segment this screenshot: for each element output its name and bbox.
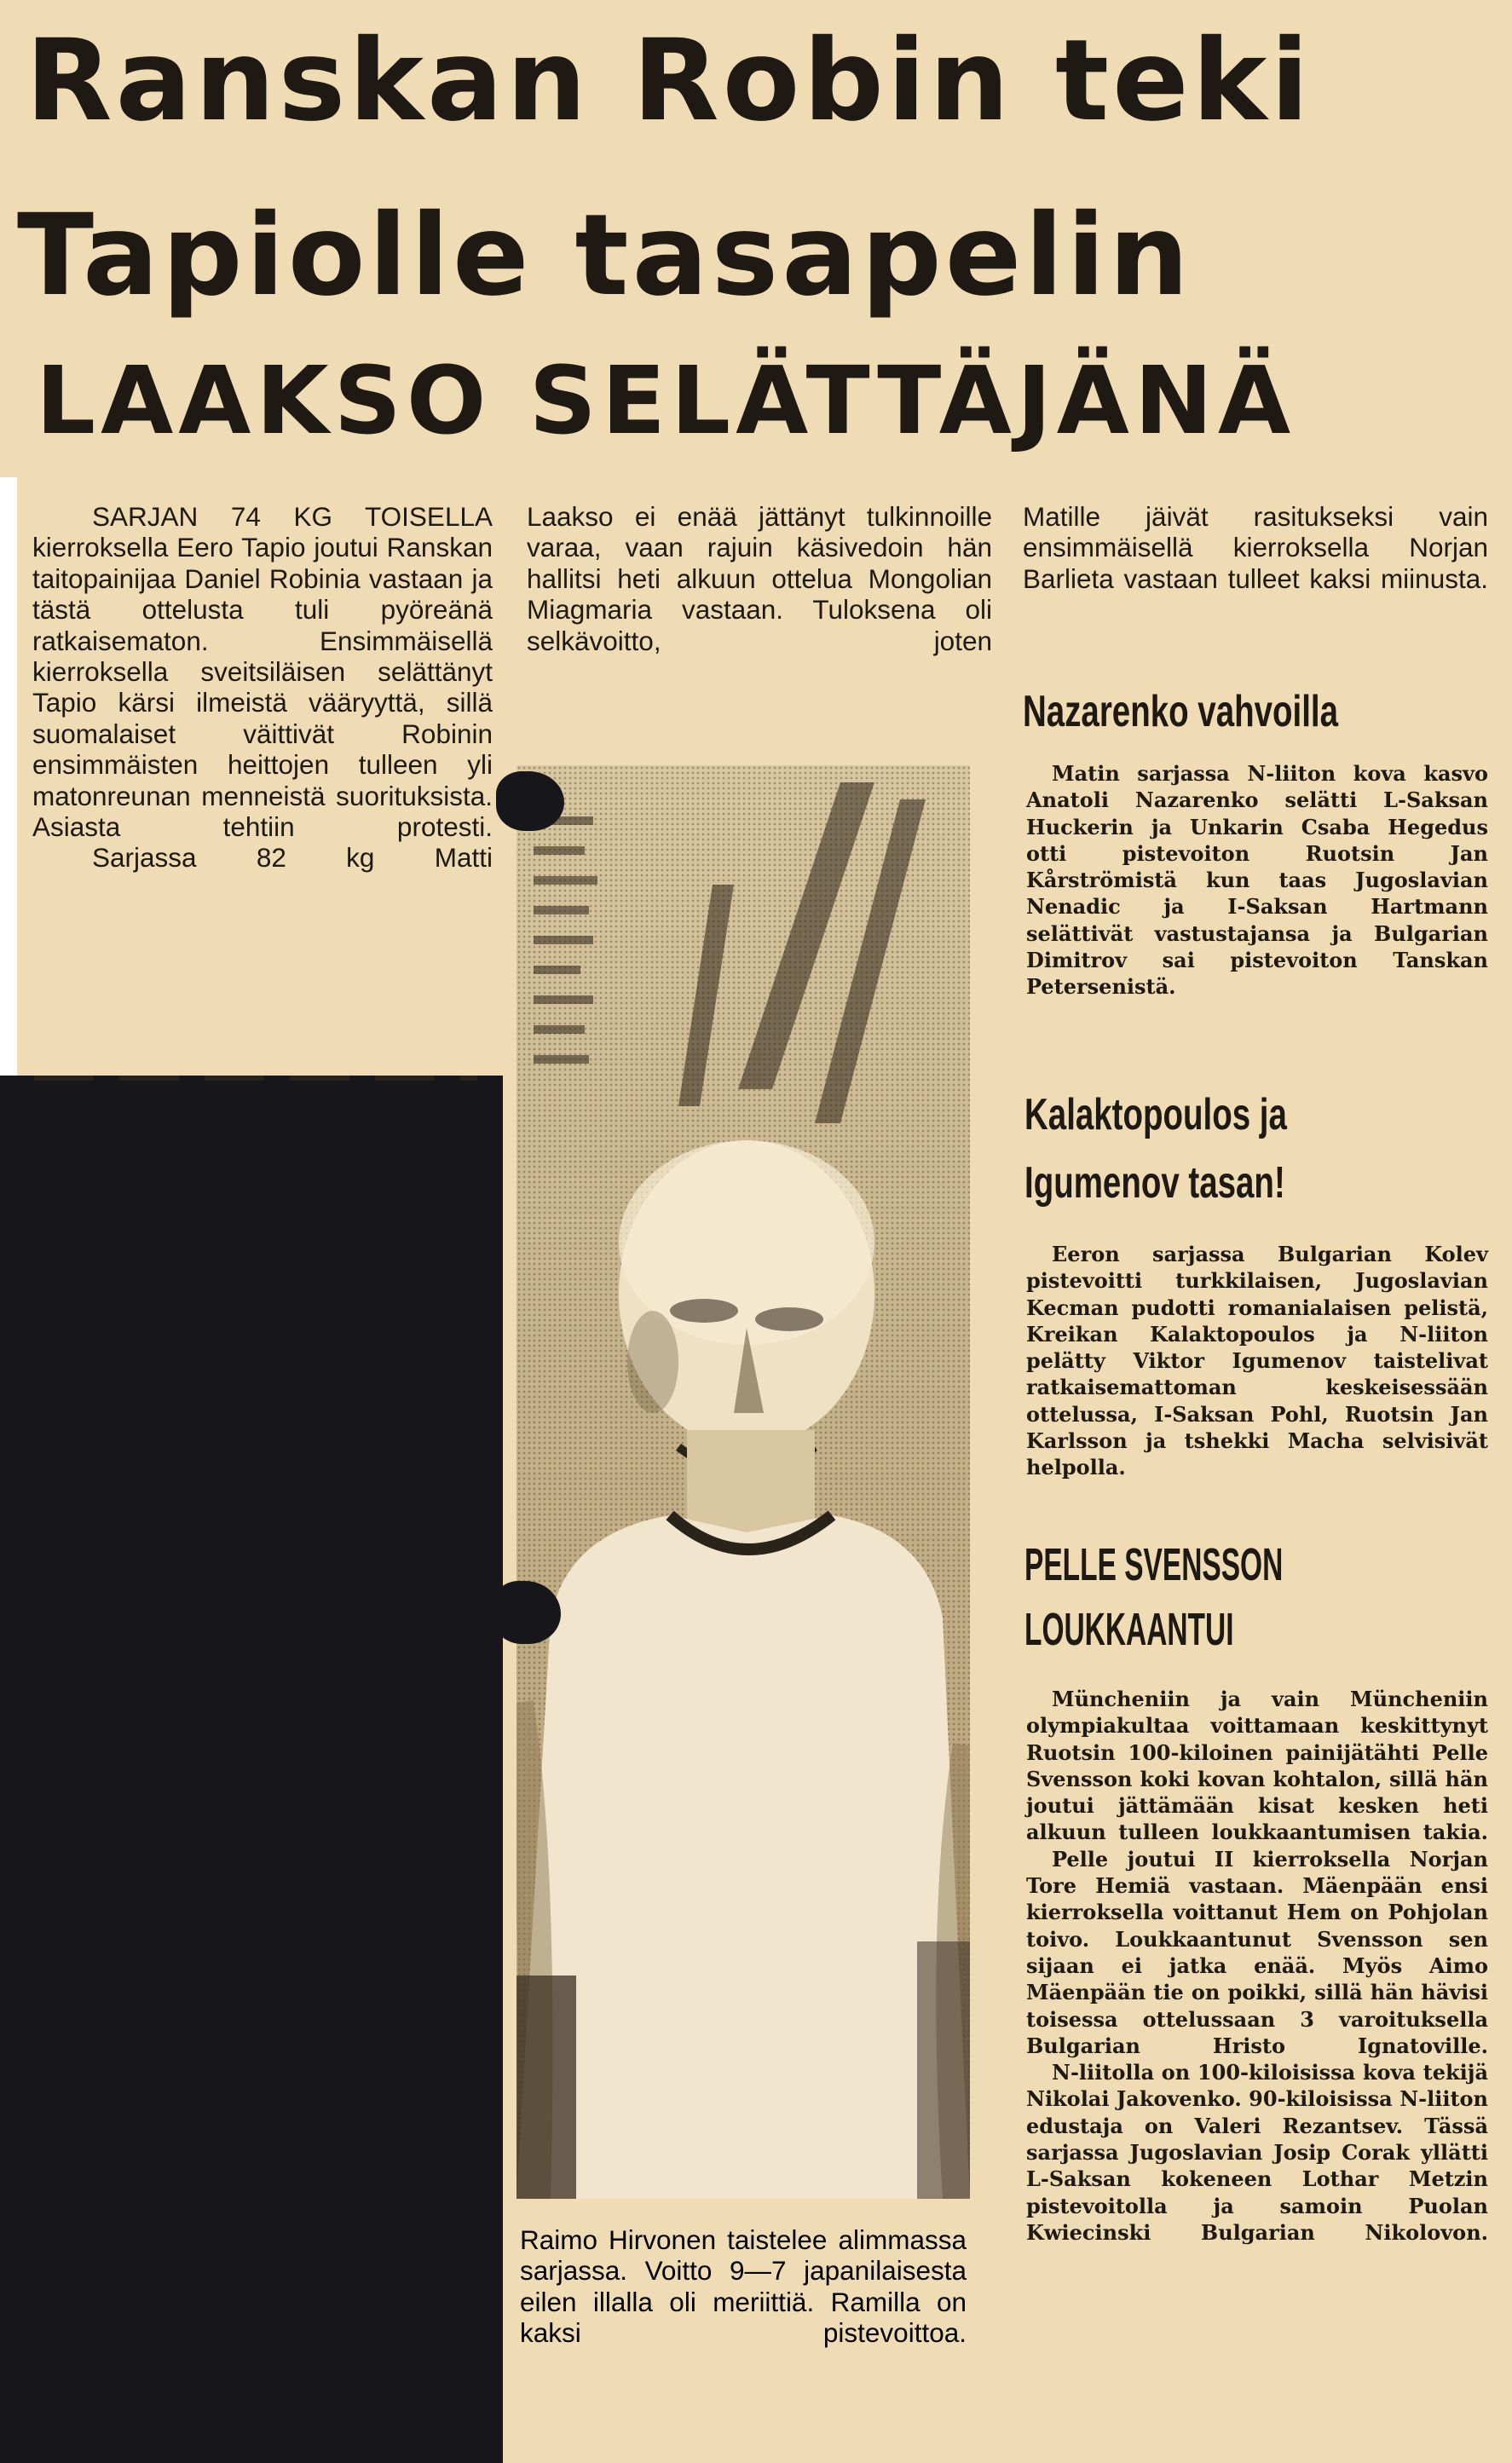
- photo-illustration: [517, 765, 970, 2199]
- headline-line-3: LAAKSO SELÄTTÄJÄNÄ: [36, 346, 1296, 455]
- section-3-body: [1026, 1686, 1488, 2246]
- article-column-2: [527, 501, 992, 656]
- headline-line-1: Ranskan Robin teki: [26, 15, 1313, 147]
- section-1-paragraph: Matin sarjassa N-liiton kova kasvo Anatoli Nazarenko selätti L-Saksan Huckerin ja Unkarin Csaba Hegedus otti pistevoiton Ruotsin Jan Kårströmistä kun taas Jugoslavian Nenadic ja I-Saksan Hartmann selättivät vastustajansa ja Bulgarian Dimitrov sai pistevoiton Tanskan Petersenistä.: [1026, 761, 1488, 1000]
- article-column-3: [1023, 501, 1488, 594]
- dark-backing: [0, 1076, 511, 2463]
- column-2-paragraph: Laakso ei enää jättänyt tulkinnoille varaa, vaan rajuin käsivedoin hän hallitsi heti alkuun ottelua Mongolian Miagmaria vastaan. Tuloksena oli selkävoitto, joten: [527, 501, 992, 656]
- article-column-1: [32, 501, 493, 874]
- section-1-title: Nazarenko vahvoilla: [1023, 687, 1338, 736]
- column-1-paragraph-1: SARJAN 74 KG TOISELLA kierroksella Eero Tapio joutui Ranskan taitopainijaa Daniel Robinia vastaan ja tästä ottelusta tuli pyöreänä ratkaisematon. Ensimmäisellä kierroksella sveitsiläisen selättänyt Tapio kärsi ilmeistä vääryyttä, sillä suomalaiset väittivät Robinin ensimmäisten heittojen tulleen yli matonreunan menneistä suorituksista. Asiasta tehtiin protesti.: [32, 501, 493, 843]
- photo-wrestler: [517, 765, 970, 2199]
- section-3-title-line-1: PELLE SVENSSON: [1024, 1539, 1284, 1590]
- section-1-body: [1026, 760, 1488, 1001]
- section-2-paragraph: Eeron sarjassa Bulgarian Kolev pistevoitti turkkilaisen, Jugoslavian Kecman pudotti romanialaisen pelistä, Kreikan Kalaktopoulos ja N-liiton pelätty Viktor Igumenov taistelivat ratkaisemattoman keskeisessään ottelussa, I-Saksan Pohl, Ruotsin Jan Karlsson ja tshekki Macha selvisivät helpolla.: [1026, 1242, 1488, 1480]
- photo-caption: Raimo Hirvonen taistelee alimmassa sarjassa. Voitto 9—7 japanilaisesta eilen illalla oli meriittiä. Ramilla on kaksi pistevoittoa.: [520, 2224, 967, 2349]
- column-1-bottom-dashes: [34, 1076, 477, 1081]
- section-3-paragraph-2: Pelle joutui II kierroksella Norjan Tore Hemiä vastaan. Mäenpään ensi kierroksella voittanut Hem on Pohjolan toivo. Loukkaantunut Svensson sen sijaan ei jatka enää. Myös Aimo Mäenpään tie on poikki, sillä hän hävisi toisessa ottelussaan 3 varoituksella Bulgarian Hristo Ignatoville.: [1026, 1846, 1488, 2058]
- section-2-title-line-1: Kalaktopoulos ja: [1024, 1090, 1287, 1139]
- section-2-body: [1026, 1241, 1488, 1481]
- section-2-title-line-2: Igumenov tasan!: [1024, 1158, 1285, 1208]
- section-3-paragraph-1: Müncheniin ja vain Müncheniin olympiakultaa voittamaan keskittynyt Ruotsin 100-kiloinen painijätähti Pelle Svensson koki kovan kohtalon, sillä hän joutui jättämään kisat kesken heti alkuun tulleen loukkaantumisen takia.: [1026, 1687, 1488, 1845]
- section-3-paragraph-3: N-liitolla on 100-kiloisissa kova tekijä Nikolai Jakovenko. 90-kiloisissa N-liiton edustaja on Valeri Rezantsev. Tässä sarjassa Jugoslavian Josip Corak yllätti L-Saksan kokeneen Lothar Metzin pistevoitolla ja samoin Puolan Kwiecinski Bulgarian Nikolovon.: [1026, 2060, 1488, 2245]
- section-3-title-line-2: LOUKKAANTUI: [1024, 1604, 1234, 1655]
- punch-hole-top: [496, 771, 564, 831]
- column-3-paragraph: Matille jäivät rasitukseksi vain ensimmäisellä kierroksella Norjan Barlieta vastaan tulleet kaksi miinusta.: [1023, 501, 1488, 594]
- punch-hole-bottom: [493, 1581, 561, 1644]
- column-1-paragraph-2: Sarjassa 82 kg Matti: [92, 842, 493, 874]
- headline-line-2: Tapiolle tasapelin: [17, 190, 1192, 321]
